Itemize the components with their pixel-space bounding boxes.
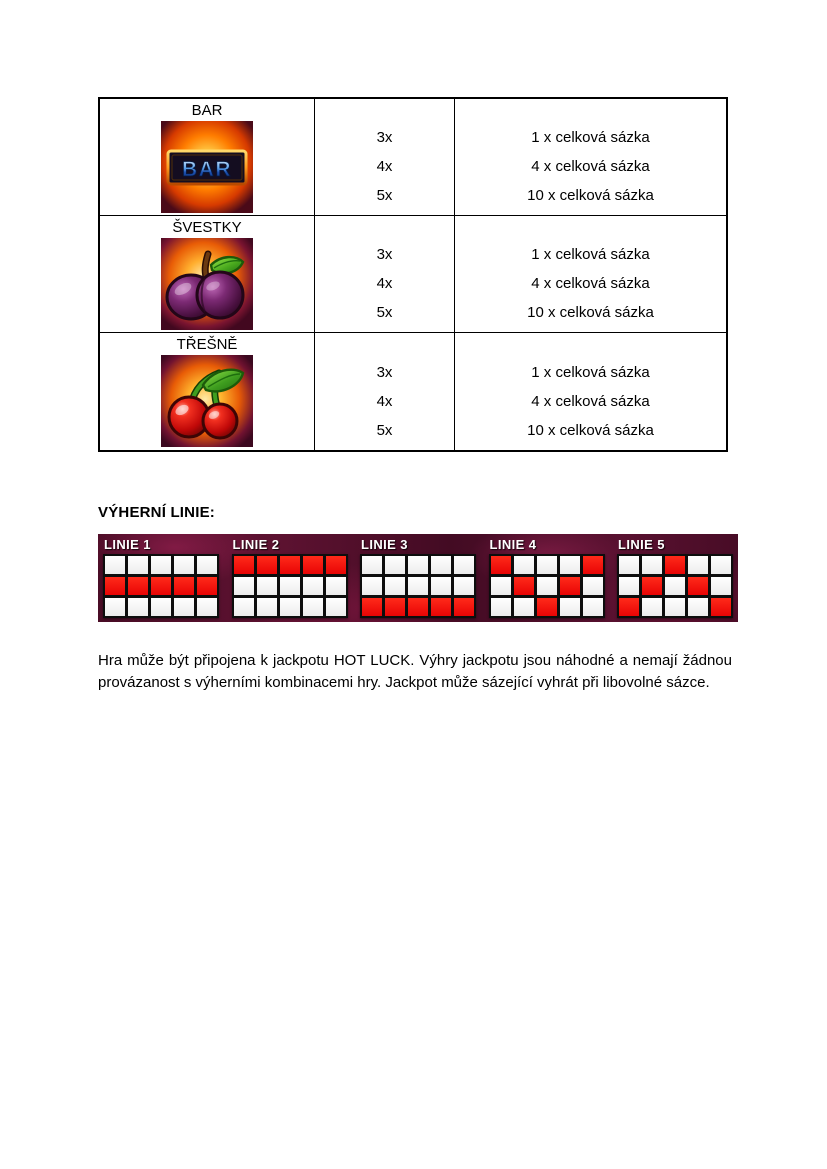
winline-cell-active [303, 556, 323, 574]
winline-cell-active [128, 577, 148, 595]
symbol-cell [100, 333, 315, 450]
winline-cell-active [665, 556, 685, 574]
payout-value: 4 x celková sázka [531, 393, 650, 410]
winline-grid [103, 554, 219, 618]
count-value: 3x [376, 364, 393, 381]
winline-grid [232, 554, 348, 618]
payout-value: 4 x celková sázka [531, 158, 650, 175]
count-value: 5x [376, 304, 393, 321]
paytable [98, 97, 728, 452]
payout-value: 10 x celková sázka [527, 422, 654, 439]
winline-cell-inactive [537, 556, 557, 574]
winline-cell-inactive [303, 598, 323, 616]
winline-cell-active [280, 556, 300, 574]
winline-cell-inactive [197, 556, 217, 574]
payout-value: 4 x celková sázka [531, 275, 650, 292]
winline-cell-active [491, 556, 511, 574]
winline-cell-inactive [151, 598, 171, 616]
winline-cell-inactive [491, 577, 511, 595]
winline-cell-inactive [174, 556, 194, 574]
winline-cell-inactive [362, 577, 382, 595]
winline-cell-active [151, 577, 171, 595]
jackpot-note: Hra může být připojena k jackpotu HOT LUCK. Výhry jackpotu jsou náhodné a nemají žádnou provázanost s výherními kombinacemi hry. Jackpot může sázející vyhrát při libovolné sázce. [98, 652, 732, 691]
payout-value: 1 x celková sázka [531, 246, 650, 263]
winline-cell-inactive [408, 577, 428, 595]
payout-value: 1 x celková sázka [531, 129, 650, 146]
table-row [100, 99, 726, 216]
count-value: 5x [376, 422, 393, 439]
winline-label: LINIE 3 [361, 537, 408, 552]
winline-cell-inactive [105, 598, 125, 616]
winline-cell-inactive [431, 577, 451, 595]
winline-cell-active [362, 598, 382, 616]
symbol-cell [100, 216, 315, 332]
payout-value: 1 x celková sázka [531, 364, 650, 381]
count-cell [315, 216, 455, 332]
symbol-name: ŠVESTKY [172, 219, 242, 236]
svg-text:BAR: BAR [182, 158, 232, 181]
winline-cell-inactive [560, 556, 580, 574]
winline-cell-inactive [454, 556, 474, 574]
winline-cell-inactive [197, 598, 217, 616]
winline-cell-active [583, 556, 603, 574]
winline-cell-active [537, 598, 557, 616]
winline-cell-inactive [280, 577, 300, 595]
winline-cell-active [619, 598, 639, 616]
table-row [100, 216, 726, 333]
winline-grid [617, 554, 733, 618]
winline-cell-active [408, 598, 428, 616]
winline-label: LINIE 5 [618, 537, 665, 552]
winline-cell-inactive [642, 556, 662, 574]
winline-cell-inactive [642, 598, 662, 616]
payout-cell [455, 216, 726, 332]
winline-cell-inactive [303, 577, 323, 595]
winline-cell-inactive [688, 598, 708, 616]
count-cell [315, 99, 455, 215]
winline-cell-inactive [560, 598, 580, 616]
count-value: 4x [376, 275, 393, 292]
table-row [100, 333, 726, 450]
winline-cell-active [326, 556, 346, 574]
winline-cell-inactive [619, 556, 639, 574]
winline-cell-inactive [326, 577, 346, 595]
winline-cell-inactive [514, 598, 534, 616]
winline-cell-inactive [688, 556, 708, 574]
payout-cell [455, 99, 726, 215]
winline-cell-active [711, 598, 731, 616]
winline-5 [617, 537, 733, 618]
count-value: 3x [376, 246, 393, 263]
winlines-heading: VÝHERNÍ LINIE: [98, 504, 215, 521]
winline-cell-inactive [257, 598, 277, 616]
winline-cell-inactive [362, 556, 382, 574]
winline-1 [103, 537, 219, 618]
plums-symbol-icon [161, 238, 253, 330]
winline-cell-inactive [174, 598, 194, 616]
winline-cell-inactive [491, 598, 511, 616]
payout-cell [455, 333, 726, 450]
cherries-symbol-icon [161, 355, 253, 447]
winline-cell-inactive [234, 598, 254, 616]
winline-cell-inactive [385, 556, 405, 574]
winline-cell-active [257, 556, 277, 574]
symbol-cell [100, 99, 315, 215]
winline-cell-inactive [280, 598, 300, 616]
winline-3 [360, 537, 476, 618]
count-value: 3x [376, 129, 393, 146]
winline-cell-inactive [431, 556, 451, 574]
winline-grid [360, 554, 476, 618]
payout-value: 10 x celková sázka [527, 187, 654, 204]
winline-cell-active [234, 556, 254, 574]
symbol-name: TŘEŠNĚ [176, 336, 238, 353]
winline-cell-inactive [408, 556, 428, 574]
winline-cell-inactive [711, 577, 731, 595]
winline-cell-inactive [619, 577, 639, 595]
winline-2 [232, 537, 348, 618]
winline-cell-active [514, 577, 534, 595]
winline-cell-active [560, 577, 580, 595]
bar-symbol-icon [161, 121, 253, 213]
winline-cell-inactive [128, 556, 148, 574]
winline-cell-inactive [583, 577, 603, 595]
winline-cell-active [454, 598, 474, 616]
symbol-name: BAR [191, 102, 223, 119]
winline-cell-active [431, 598, 451, 616]
winline-cell-inactive [537, 577, 557, 595]
winline-cell-inactive [151, 556, 171, 574]
winline-cell-inactive [257, 577, 277, 595]
winline-label: LINIE 1 [104, 537, 151, 552]
winline-cell-active [688, 577, 708, 595]
winline-cell-inactive [665, 577, 685, 595]
winline-cell-active [385, 598, 405, 616]
count-value: 5x [376, 187, 393, 204]
winline-cell-inactive [583, 598, 603, 616]
winlines-strip [98, 534, 738, 622]
winline-cell-inactive [711, 556, 731, 574]
winline-cell-active [642, 577, 662, 595]
winline-cell-inactive [665, 598, 685, 616]
winline-grid [489, 554, 605, 618]
winline-cell-inactive [234, 577, 254, 595]
winline-cell-inactive [454, 577, 474, 595]
winline-label: LINIE 4 [489, 537, 537, 552]
winline-label: LINIE 2 [232, 537, 280, 552]
winline-cell-inactive [105, 556, 125, 574]
payout-value: 10 x celková sázka [527, 304, 654, 321]
winline-cell-inactive [514, 556, 534, 574]
winline-cell-active [197, 577, 217, 595]
count-value: 4x [376, 393, 393, 410]
winline-cell-inactive [326, 598, 346, 616]
count-cell [315, 333, 455, 450]
winline-cell-active [105, 577, 125, 595]
count-value: 4x [376, 158, 393, 175]
winline-cell-active [174, 577, 194, 595]
winline-cell-inactive [128, 598, 148, 616]
winline-cell-inactive [385, 577, 405, 595]
winline-4 [489, 537, 605, 618]
